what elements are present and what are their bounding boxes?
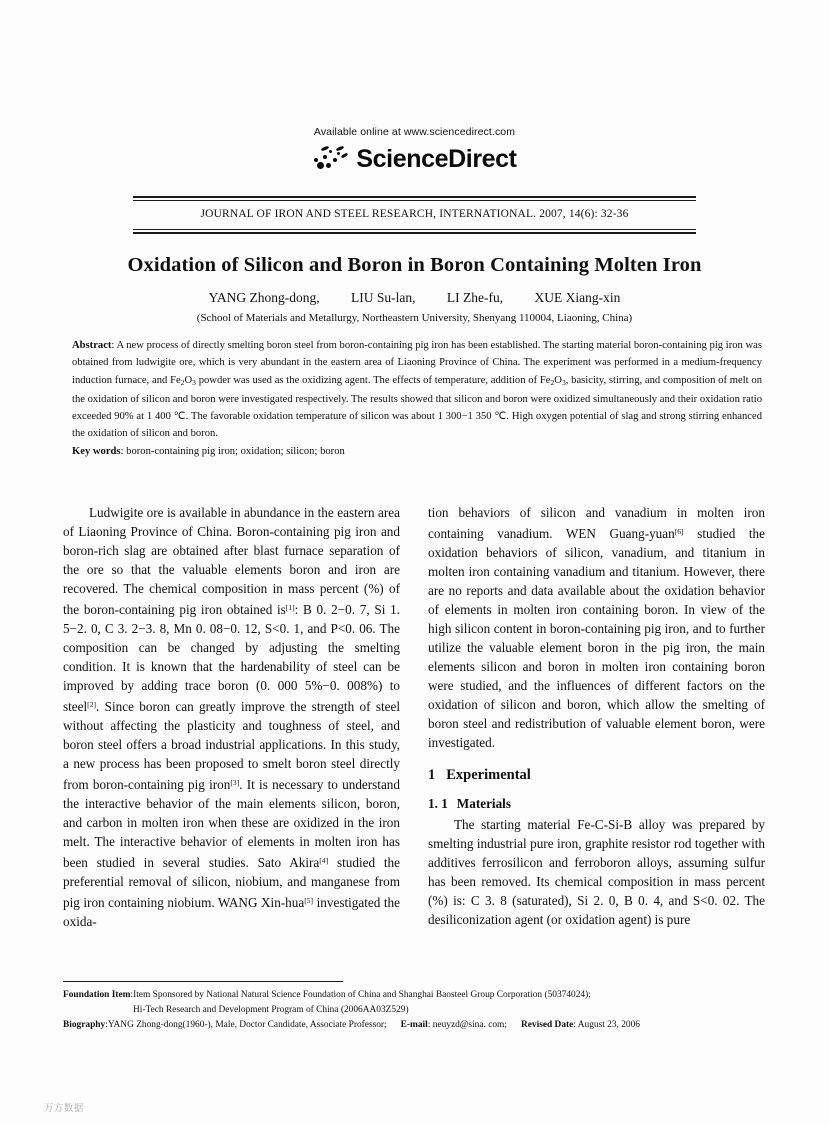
left-column-paragraph-1: Ludwigite ore is available in abundance in the eastern area of Liaoning Province of China. Boron-containing pig iron and boron-rich slag are obtained after blast furnace separation of the ore so that the valuable elements boron and iron are recovered. The chemical composition in mass percent (%) of the boron-containing pig iron obtained is[1]: B 0. 2−0. 7, Si 1. 5−2. 0, C 3. 2−3. 8, Mn 0. 08−0. 12, S<0. 1, and P<0. 06. The composition can be changed by adjusting the smelting condition. It is known that the hardenability of steel can be improved by adding trace boron (0. 000 5%−0. 008%) to steel[2]. Since boron can greatly improve the strength of steel without affecting the plasticity and toughness of steel, and boron steel offers a broad industrial applications. In this study, a new process has been proposed to smelt boron steel directly from boron-containing pig iron[3]. It is necessary to understand the interactive behavior of the main elements silicon, boron, and carbon in molten iron when these are oxidized in the iron melt. The interactive behavior of elements in molten iron has been studied in several studies. Sato Akira[4] studied the preferential removal of silicon, niobium, and manganese from pig iron containing niobium. WANG Xin-hua[5] investigated the oxida-	[63, 505, 400, 929]
abstract-separator: :	[111, 340, 115, 351]
abstract-label: Abstract	[72, 340, 112, 351]
available-online-line: Available online at www.sciencedirect.com	[313, 126, 516, 138]
sciencedirect-logo-text: ScienceDirect	[356, 145, 517, 173]
revised-date-label: Revised Date	[520, 1020, 574, 1031]
author-affiliation: (School of Materials and Metallurgy, Northeastern University, Shenyang 110004, Liaoning, China)	[196, 312, 633, 324]
keywords-separator: :	[120, 445, 124, 457]
section-title: Experimental	[446, 767, 531, 783]
footnote-block	[63, 988, 770, 1034]
sciencedirect-logo	[312, 144, 516, 174]
keywords-text: boron-containing pig iron; oxidation; silicon; boron	[126, 445, 345, 457]
left-column	[63, 503, 400, 973]
author-name: YANG Zhong-dong,	[208, 290, 320, 305]
section-number: 1	[428, 767, 436, 783]
email-separator: :	[427, 1020, 431, 1031]
revised-separator: :	[573, 1020, 576, 1031]
keywords-paragraph	[72, 443, 762, 460]
foundation-separator: :	[130, 990, 134, 1000]
author-name: LIU Su-lan,	[351, 290, 416, 305]
publisher-masthead	[0, 126, 829, 174]
right-column-paragraph-1: tion behaviors of silicon and vanadium in molten iron containing vanadium. WEN Guang-yuan[6] studied the oxidation behaviors of silicon, vanadium, and titanium in molten iron containing vanadium and titanium. However, there are no reports and data available about the oxidation behavior of elements in molten iron containing boron. In view of the high silicon content in boron-containing pig iron, and to further utilize the valuable element boron in the pig iron, the main elements silicon and boron in molten iron containing boron were studied, and the influences of different factors on the oxidation of silicon and boron, which allow the smelting of boron steel and redistribution of valuable element boron, were investigated.	[428, 505, 765, 750]
foundation-item-label: Foundation Item	[63, 990, 131, 1000]
body-columns	[63, 503, 766, 973]
sciencedirect-dots-logo-icon	[312, 146, 356, 172]
right-column	[428, 503, 765, 973]
biography-text: YANG Zhong-dong(1960-), Male, Doctor Candidate, Associate Professor;	[107, 1020, 387, 1031]
subsection-number: 1. 1	[428, 796, 448, 811]
database-watermark: 万方数据	[44, 1103, 84, 1114]
biography-line	[63, 1018, 770, 1033]
header-rule-bottom	[133, 229, 696, 234]
author-name: LI Zhe-fu,	[446, 290, 504, 305]
journal-citation-line: JOURNAL OF IRON AND STEEL RESEARCH, INTERNATIONAL. 2007, 14(6): 32-36	[200, 208, 629, 220]
author-list	[0, 290, 829, 306]
email-label: E-mail	[400, 1020, 428, 1031]
journal-citation-block	[133, 196, 696, 234]
keywords-label: Key words	[72, 445, 121, 457]
abstract-text: A new process of directly smelting boron steel from boron-containing pig iron has been established. The starting material boron-containing pig iron was obtained from ludwigite ore, which is very abundant in the eastern area of Liaoning Province of China. The experiment was performed in a medium-frequency induction furnace, and $Fe_2O_3$ powder was used as the oxidizing agent. The effects of temperature, addition of $Fe_2O_3$, basicity, stirring, and composition of melt on the oxidation of silicon and boron were investigated respectively. The results showed that silicon and boron were oxidized simultaneously and their oxidation ratio exceeded 90% at 1 400 ℃. The favorable oxidation temperature of silicon was about 1 300−1 350 ℃. High oxygen potential of slag and strong stirring enhanced the oxidation of silicon and boron.	[72, 340, 762, 440]
subsection-title: Materials	[456, 796, 511, 811]
biography-separator: :	[105, 1020, 108, 1031]
biography-label: Biography	[63, 1020, 106, 1031]
article-title: Oxidation of Silicon and Boron in Boron Containing Molten Iron	[127, 254, 702, 276]
abstract-paragraph	[72, 337, 762, 443]
footnote-divider	[63, 981, 343, 982]
section-heading-1-1	[428, 794, 765, 813]
section-heading-1	[428, 766, 765, 785]
foundation-item-line	[63, 988, 770, 1003]
revised-date-value: August 23, 2006	[577, 1020, 640, 1031]
email-value: neuyzd@sina. com;	[432, 1020, 507, 1031]
right-column-paragraph-2: The starting material Fe-C-Si-B alloy was prepared by smelting industrial pure iron, graphite resistor rod together with additives ferrosilicon and ferroboron alloys, assuming sulfur has been removed. Its chemical composition in mass percent (%) is: C 3. 8 (saturated), Si 2. 0, B 0. 4, and S<0. 02. The desiliconization agent (or oxidation agent) is pure	[428, 817, 765, 927]
author-name: XUE Xiang-xin	[534, 290, 621, 305]
foundation-item-line-2: Hi-Tech Research and Development Program of China (2006AA03Z529)	[133, 1005, 409, 1016]
foundation-item-text: Item Sponsored by National Natural Science Foundation of China and Shanghai Baosteel Group Corporation (50374024);	[133, 990, 591, 1000]
abstract-block	[72, 337, 762, 460]
